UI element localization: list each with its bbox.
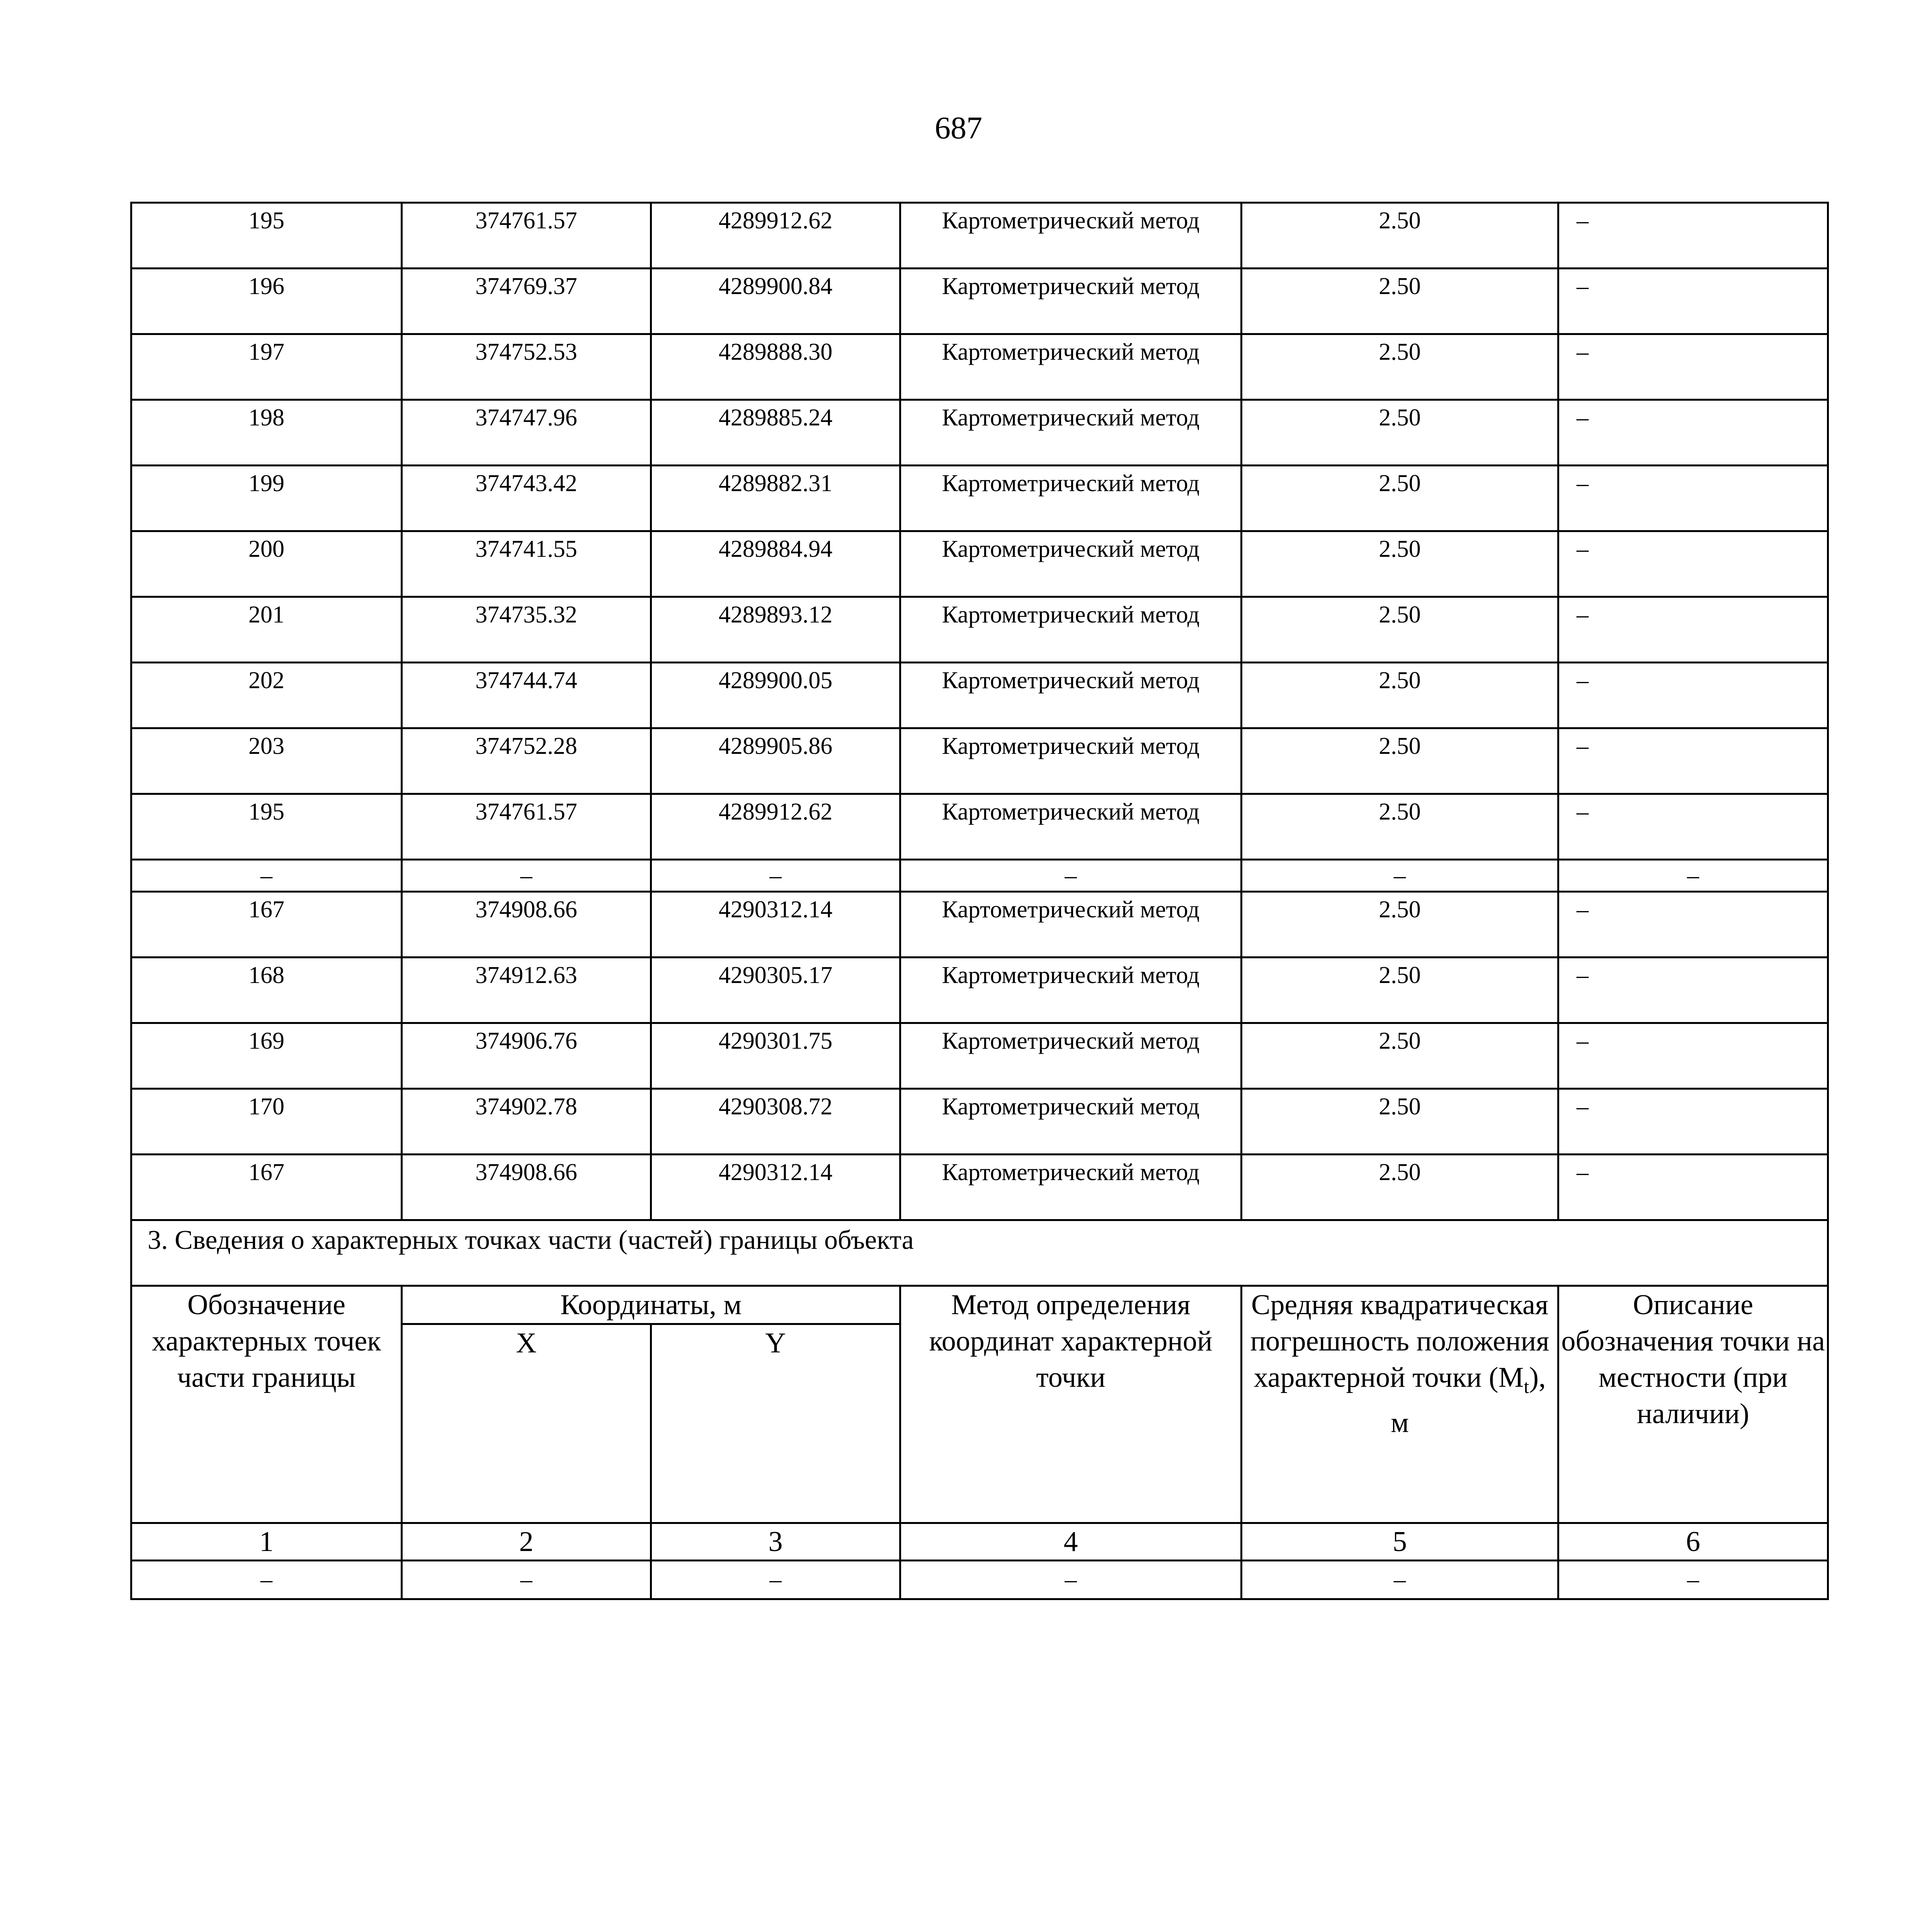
method-cell: Картометрический метод [900,1155,1242,1220]
point-number-cell: 198 [131,400,402,466]
point-number-cell: 197 [131,334,402,400]
y-coordinate-cell: 4289884.94 [651,531,900,597]
table-row [131,794,1828,860]
y-coordinate-cell: 4290301.75 [651,1023,900,1089]
point-number-cell: 169 [131,1023,402,1089]
error-cell: 2.50 [1242,597,1558,663]
table-row [131,1155,1828,1220]
y-coordinate-cell: 4289900.84 [651,269,900,334]
table-row [131,1023,1828,1089]
dash-cell: – [131,1561,402,1599]
dash-cell: – [651,860,900,892]
x-coordinate-cell: 374752.53 [402,334,651,400]
table-row [131,400,1828,466]
description-cell: – [1558,466,1828,531]
header-designation: Обозначение характерных точек части границы [131,1286,402,1523]
x-coordinate-cell: 374761.57 [402,203,651,269]
point-number-cell: 195 [131,203,402,269]
point-number-cell: 201 [131,597,402,663]
dash-cell: – [131,860,402,892]
description-cell: – [1558,728,1828,794]
table-row [131,957,1828,1023]
dash-cell: – [1242,1561,1558,1599]
header-y: Y [651,1324,900,1523]
method-cell: Картометрический метод [900,794,1242,860]
description-cell: – [1558,400,1828,466]
point-number-cell: 168 [131,957,402,1023]
y-coordinate-cell: 4289893.12 [651,597,900,663]
header-method: Метод определения координат характерной точки [900,1286,1242,1523]
y-coordinate-cell: 4290312.14 [651,892,900,957]
column-number: 5 [1242,1523,1558,1561]
error-cell: 2.50 [1242,400,1558,466]
y-coordinate-cell: 4289900.05 [651,663,900,728]
point-number-cell: 195 [131,794,402,860]
error-cell: 2.50 [1242,1089,1558,1155]
method-cell: Картометрический метод [900,597,1242,663]
dash-cell: – [651,1561,900,1599]
y-coordinate-cell: 4289905.86 [651,728,900,794]
y-coordinate-cell: 4290305.17 [651,957,900,1023]
x-coordinate-cell: 374752.28 [402,728,651,794]
description-cell: – [1558,957,1828,1023]
description-cell: – [1558,794,1828,860]
y-coordinate-cell: 4290312.14 [651,1155,900,1220]
error-cell: 2.50 [1242,1155,1558,1220]
header-description: Описание обозначения точки на местности (при наличии) [1558,1286,1828,1523]
dash-cell: – [402,860,651,892]
method-cell: Картометрический метод [900,466,1242,531]
x-coordinate-cell: 374747.96 [402,400,651,466]
description-cell: – [1558,1089,1828,1155]
page-number: 687 [935,110,982,145]
table-row [131,663,1828,728]
y-coordinate-cell: 4289912.62 [651,203,900,269]
method-cell: Картометрический метод [900,728,1242,794]
table-row [131,1089,1828,1155]
table-row [131,466,1828,531]
dash-cell: – [900,860,1242,892]
error-cell: 2.50 [1242,203,1558,269]
error-cell: 2.50 [1242,957,1558,1023]
method-cell: Картометрический метод [900,334,1242,400]
x-coordinate-cell: 374761.57 [402,794,651,860]
x-coordinate-cell: 374743.42 [402,466,651,531]
error-cell: 2.50 [1242,531,1558,597]
column-number: 4 [900,1523,1242,1561]
table-row [131,728,1828,794]
point-number-cell: 167 [131,892,402,957]
point-number-cell: 200 [131,531,402,597]
point-number-cell: 199 [131,466,402,531]
x-coordinate-cell: 374908.66 [402,1155,651,1220]
table-row [131,892,1828,957]
dash-cell: – [402,1561,651,1599]
x-coordinate-cell: 374735.32 [402,597,651,663]
column-number: 1 [131,1523,402,1561]
description-cell: – [1558,269,1828,334]
header-error-text: Средняя квадратическая погрешность положения характерной точки (M [1250,1289,1550,1393]
method-cell: Картометрический метод [900,1023,1242,1089]
method-cell: Картометрический метод [900,892,1242,957]
x-coordinate-cell: 374912.63 [402,957,651,1023]
method-cell: Картометрический метод [900,203,1242,269]
method-cell: Картометрический метод [900,531,1242,597]
error-cell: 2.50 [1242,269,1558,334]
dash-cell: – [1558,860,1828,892]
error-cell: 2.50 [1242,794,1558,860]
x-coordinate-cell: 374744.74 [402,663,651,728]
description-cell: – [1558,203,1828,269]
header-error [1242,1286,1558,1523]
y-coordinate-cell: 4290308.72 [651,1089,900,1155]
header-coordinates: Координаты, м [402,1286,900,1324]
method-cell: Картометрический метод [900,400,1242,466]
x-coordinate-cell: 374741.55 [402,531,651,597]
x-coordinate-cell: 374902.78 [402,1089,651,1155]
table-row [131,269,1828,334]
method-cell: Картометрический метод [900,957,1242,1023]
separator-row [131,860,1828,892]
table-row [131,531,1828,597]
characteristic-points-table [130,202,1829,1600]
table-row [131,334,1828,400]
error-cell: 2.50 [1242,1023,1558,1089]
column-numbers-row [131,1523,1828,1561]
y-coordinate-cell: 4289885.24 [651,400,900,466]
description-cell: – [1558,531,1828,597]
header-error-suffix: ), м [1391,1362,1546,1439]
description-cell: – [1558,892,1828,957]
x-coordinate-cell: 374769.37 [402,269,651,334]
point-number-cell: 196 [131,269,402,334]
point-number-cell: 170 [131,1089,402,1155]
column-number: 3 [651,1523,900,1561]
error-cell: 2.50 [1242,728,1558,794]
empty-data-row [131,1561,1828,1599]
dash-cell: – [1558,1561,1828,1599]
x-coordinate-cell: 374908.66 [402,892,651,957]
method-cell: Картометрический метод [900,1089,1242,1155]
description-cell: – [1558,663,1828,728]
dash-cell: – [900,1561,1242,1599]
section-3-title: 3. Сведения о характерных точках части (частей) границы объекта [131,1220,1828,1286]
header-row [131,1286,1828,1324]
table-row [131,203,1828,269]
point-number-cell: 203 [131,728,402,794]
description-cell: – [1558,1023,1828,1089]
point-number-cell: 167 [131,1155,402,1220]
y-coordinate-cell: 4289888.30 [651,334,900,400]
column-number: 2 [402,1523,651,1561]
description-cell: – [1558,1155,1828,1220]
y-coordinate-cell: 4289882.31 [651,466,900,531]
error-cell: 2.50 [1242,466,1558,531]
column-number: 6 [1558,1523,1828,1561]
dash-cell: – [1242,860,1558,892]
method-cell: Картометрический метод [900,269,1242,334]
y-coordinate-cell: 4289912.62 [651,794,900,860]
method-cell: Картометрический метод [900,663,1242,728]
x-coordinate-cell: 374906.76 [402,1023,651,1089]
description-cell: – [1558,597,1828,663]
error-cell: 2.50 [1242,663,1558,728]
section-3-heading-row [131,1220,1828,1286]
header-error-subscript: t [1524,1375,1529,1397]
point-number-cell: 202 [131,663,402,728]
table-row [131,597,1828,663]
description-cell: – [1558,334,1828,400]
header-x: X [402,1324,651,1523]
error-cell: 2.50 [1242,892,1558,957]
error-cell: 2.50 [1242,334,1558,400]
